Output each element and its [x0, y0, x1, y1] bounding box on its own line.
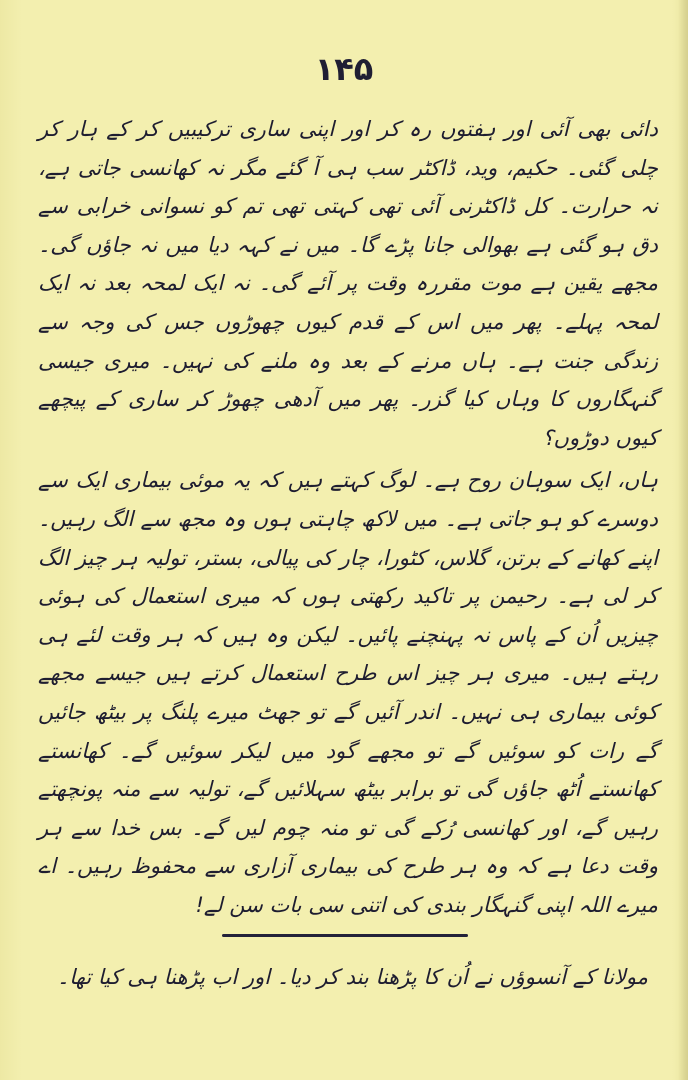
paragraph-2: ہاں، ایک سوہان روح ہے۔ لوگ کہتے ہیں کہ یہ موئی بیماری ایک سے دوسرے کو ہو جاتی ہے۔ میں لاکھ چاہتی ہوں وہ مجھ سے الگ رہیں۔ اپنے کھانے کے برتن، گلاس، کٹورا، چار کی پیالی، بستر، تولیہ ہر چیز الگ کر لی ہے۔ رحیمن پر تاکید رکھتی ہوں کہ میری استعمال کی ہوئی چیزیں اُن کے پاس نہ پہنچنے پائیں۔ لیکن وہ ہیں کہ ہر وقت لئے ہی رہتے ہیں۔ میری ہر چیز اس طرح استعمال کرتے ہیں جیسے مجھے کوئی بیماری ہی نہیں۔ اندر آئیں گے تو جھٹ میرے پلنگ پر بیٹھ جائیں گے رات کو سوئیں گے تو مجھے گود میں لیکر سوئیں گے۔ کھانستے کھانستے اُٹھ جاؤں گی تو برابر بیٹھ سہلائیں گے، تولیہ سے منہ پونچھتے رہیں گے، اور کھانسی رُکے گی تو منہ چوم لیں گے۔ بس خدا سے ہر وقت دعا ہے کہ وہ ہر طرح کی بیماری آزاری سے محفوظ رہیں۔ اے میرے اللہ اپنی گنہگار بندی کی اتنی سی بات سن لے!	[38, 468, 658, 917]
closing-line: مولانا کے آنسوؤں نے اُن کا پڑھنا بند کر دیا۔ اور اب پڑھنا ہی کیا تھا۔	[56, 965, 648, 989]
section-divider	[222, 934, 468, 937]
page-edge-shadow	[678, 0, 688, 1080]
page-number: ۱۴۵	[314, 50, 374, 88]
paragraph-1: دائی بھی آئی اور ہفتوں رہ کر اور اپنی ساری ترکیبیں کر کے ہار کر چلی گئی۔ حکیم، وید، ڈاکٹر سب ہی آ گئے مگر نہ کھانسی جاتی ہے، نہ حرارت۔ کل ڈاکٹرنی آئی تھی کہتی تھی تم کو نسوانی خرابی سے دق ہو گئی ہے بھوالی جانا پڑے گا۔ میں نے کہہ دیا میں نہ جاؤں گی۔ مجھے یقین ہے موت مقررہ وقت پر آئے گی۔ نہ ایک لمحہ بعد نہ ایک لمحہ پہلے۔ پھر میں اس کے قدم کیوں چھوڑوں جس کی وجہ سے زندگی جنت ہے۔ ہاں مرنے کے بعد وہ ملنے کی نہیں۔ میری جیسی گنہگاروں کا وہاں کیا گزر۔ پھر میں آدھی چھوڑ کر ساری کے پیچھے کیوں دوڑوں؟	[38, 117, 658, 450]
page-body	[38, 110, 658, 924]
